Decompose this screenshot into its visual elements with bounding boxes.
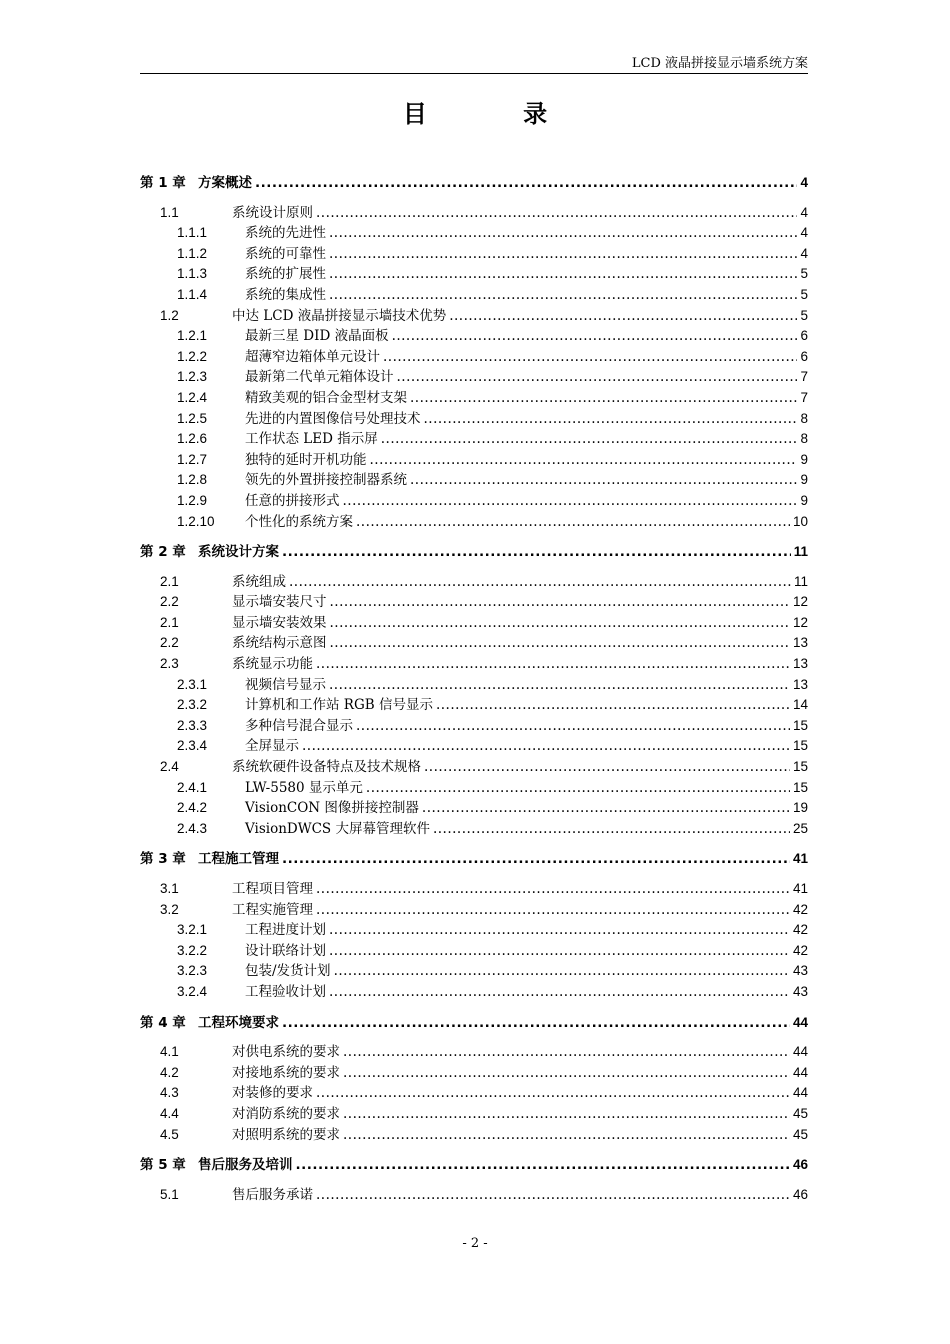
toc-entry-number: 第 4 章 xyxy=(140,1014,186,1031)
page-number: - 2 - xyxy=(462,1236,488,1251)
toc-entry-title: 全屏显示 xyxy=(245,738,299,755)
toc-entry-title: 工程验收计划 xyxy=(245,983,326,1000)
dot-leader xyxy=(366,778,790,799)
toc-entry-number: 2.4.3 xyxy=(177,820,208,836)
toc-entry[interactable] xyxy=(140,347,808,368)
toc-entry-title: 工程环境要求 xyxy=(198,1014,279,1031)
toc-entry-page: 15 xyxy=(792,738,808,754)
toc-entry-page: 13 xyxy=(792,676,808,692)
toc-entry-number: 4.4 xyxy=(160,1105,179,1121)
toc-entry-number: 1.2.4 xyxy=(177,389,208,405)
dot-leader xyxy=(329,982,790,1003)
toc-entry-title: 领先的外置拼接控制器系统 xyxy=(245,472,407,489)
toc-entry-page: 15 xyxy=(792,779,808,795)
toc-entry-page: 44 xyxy=(792,1064,808,1080)
toc-entry-page: 15 xyxy=(792,759,808,775)
toc-entry-page: 44 xyxy=(792,1044,808,1060)
toc-entry[interactable] xyxy=(140,223,808,244)
dot-leader xyxy=(316,1185,790,1206)
toc-entry-page: 42 xyxy=(792,922,808,938)
toc-entry[interactable] xyxy=(140,757,808,778)
toc-entry[interactable] xyxy=(140,798,808,819)
toc-entry[interactable] xyxy=(140,264,808,285)
toc-entry-title: 中达 LCD 液晶拼接显示墙技术优势 xyxy=(232,307,447,324)
toc-entry-title: 系统的集成性 xyxy=(245,286,326,303)
toc-entry-title: 对照明系统的要求 xyxy=(232,1126,340,1143)
toc-entry-title: 系统组成 xyxy=(232,573,286,590)
toc-entry-title: 工程施工管理 xyxy=(198,851,279,868)
toc-entry-number: 4.2 xyxy=(160,1064,179,1080)
toc-chapter-entry[interactable] xyxy=(140,542,808,563)
toc-entry-number: 2.1 xyxy=(160,614,179,630)
toc-entry-page: 5 xyxy=(800,307,808,323)
toc-entry-page: 46 xyxy=(792,1186,808,1202)
toc-entry-page: 6 xyxy=(800,348,808,364)
toc-entry[interactable] xyxy=(140,285,808,306)
toc-entry[interactable] xyxy=(140,572,808,593)
toc-entry-title: 系统设计原则 xyxy=(232,204,313,221)
dot-leader xyxy=(316,879,790,900)
toc-entry-title: 售后服务及培训 xyxy=(198,1157,293,1174)
dot-leader xyxy=(410,388,797,409)
toc-entry-title: 对接地系统的要求 xyxy=(232,1064,340,1081)
section-gap xyxy=(140,1003,808,1012)
toc-entry-number: 2.2 xyxy=(160,594,179,610)
dot-leader xyxy=(316,203,797,224)
toc-entry-page: 44 xyxy=(792,1014,808,1030)
toc-entry-title: 计算机和工作站 RGB 信号显示 xyxy=(245,697,433,714)
toc-entry-page: 5 xyxy=(800,286,808,302)
dot-leader xyxy=(329,264,797,285)
toc-title: 目 录 xyxy=(402,100,592,128)
toc-entry-number: 1.1 xyxy=(160,204,179,220)
toc-entry-page: 5 xyxy=(800,266,808,282)
toc-entry-title: 系统的先进性 xyxy=(245,225,326,242)
toc-entry-title: 系统显示功能 xyxy=(232,656,313,673)
toc-entry-number: 4.3 xyxy=(160,1085,179,1101)
toc-entry-number: 1.2 xyxy=(160,307,179,323)
toc-entry[interactable] xyxy=(140,654,808,675)
toc-entry-page: 4 xyxy=(800,204,808,220)
toc-entry-page: 11 xyxy=(793,573,808,589)
toc-entry-title: 系统软硬件设备特点及技术规格 xyxy=(232,759,421,776)
toc-entry[interactable] xyxy=(140,920,808,941)
toc-entry[interactable] xyxy=(140,1104,808,1125)
toc-entry-page: 6 xyxy=(800,328,808,344)
toc-entry-title: 工程项目管理 xyxy=(232,881,313,897)
toc-entry[interactable] xyxy=(140,1083,808,1104)
toc-entry-number: 3.2.3 xyxy=(177,963,208,979)
toc-entry-page: 42 xyxy=(792,901,808,917)
toc-entry-title: 超薄窄边箱体单元设计 xyxy=(245,348,380,365)
toc-entry[interactable] xyxy=(140,941,808,962)
toc-entry-title: VisionDWCS 大屏幕管理软件 xyxy=(245,820,430,837)
toc-entry-number: 2.2 xyxy=(160,635,179,651)
toc-entry-number: 1.2.7 xyxy=(177,451,208,467)
toc-entry-page: 42 xyxy=(792,942,808,958)
toc-entry-number: 1.2.3 xyxy=(177,369,208,385)
toc-entry[interactable] xyxy=(140,512,808,533)
toc-entry[interactable] xyxy=(140,716,808,737)
toc-entry[interactable] xyxy=(140,409,808,430)
toc-entry-page: 9 xyxy=(800,492,808,508)
toc-entry[interactable] xyxy=(140,306,808,327)
toc-entry-page: 25 xyxy=(792,820,808,836)
toc-entry-page: 43 xyxy=(792,983,808,999)
dot-leader xyxy=(343,1104,790,1125)
toc-entry-number: 1.2.8 xyxy=(177,472,208,488)
toc-entry-title: 先进的内置图像信号处理技术 xyxy=(245,410,421,427)
toc-entry[interactable] xyxy=(140,388,808,409)
toc-entry-page: 15 xyxy=(792,717,808,733)
toc-entry-number: 1.2.10 xyxy=(177,513,215,529)
dot-leader xyxy=(329,941,790,962)
toc-entry-number: 1.1.2 xyxy=(177,245,208,261)
toc-entry[interactable] xyxy=(140,879,808,900)
toc-entry-title: 对供电系统的要求 xyxy=(232,1044,340,1061)
toc-entry[interactable] xyxy=(140,900,808,921)
toc-entry[interactable] xyxy=(140,1125,808,1146)
toc-entry-title: 设计联络计划 xyxy=(245,942,326,959)
toc-entry-number: 3.2 xyxy=(160,901,179,917)
dot-leader xyxy=(334,961,790,982)
toc-entry-title: 工程进度计划 xyxy=(245,922,326,939)
toc-entry[interactable] xyxy=(140,961,808,982)
dot-leader xyxy=(370,450,798,471)
toc-entry-number: 1.1.4 xyxy=(177,286,208,302)
dot-leader xyxy=(383,347,797,368)
toc-entry-number: 第 1 章 xyxy=(140,175,186,191)
toc-entry[interactable] xyxy=(140,778,808,799)
toc-entry[interactable] xyxy=(140,675,808,696)
toc-entry-page: 8 xyxy=(800,431,808,447)
dot-leader xyxy=(330,613,790,634)
toc-entry-number: 2.4.1 xyxy=(177,779,208,795)
toc-entry-page: 9 xyxy=(800,472,808,488)
toc-chapter-entry[interactable] xyxy=(140,1155,808,1176)
dot-leader xyxy=(329,223,797,244)
toc-entry-page: 10 xyxy=(792,513,808,529)
dot-leader xyxy=(356,716,790,737)
toc-entry-number: 3.2.1 xyxy=(177,922,208,938)
dot-leader xyxy=(330,633,790,654)
toc-chapter-entry[interactable] xyxy=(140,849,808,870)
toc-entry-number: 1.2.1 xyxy=(177,328,208,344)
dot-leader xyxy=(330,592,790,613)
table-of-contents xyxy=(140,172,808,1205)
toc-chapter-entry[interactable] xyxy=(140,173,808,194)
toc-entry-title: 独特的延时开机功能 xyxy=(245,451,367,468)
toc-entry-title: 视频信号显示 xyxy=(245,676,326,693)
toc-entry-title: VisionCON 图像拼接控制器 xyxy=(245,800,419,817)
toc-entry-number: 1.2.6 xyxy=(177,431,208,447)
toc-entry-page: 8 xyxy=(800,410,808,426)
toc-entry[interactable] xyxy=(140,736,808,757)
dot-leader xyxy=(449,306,797,327)
toc-entry-number: 第 2 章 xyxy=(140,544,186,561)
toc-entry-title: 系统的可靠性 xyxy=(245,245,326,262)
toc-entry-number: 2.3.1 xyxy=(177,676,208,692)
toc-entry-number: 2.3.3 xyxy=(177,717,208,733)
toc-entry-page: 46 xyxy=(792,1157,808,1173)
toc-entry-number: 2.3 xyxy=(160,656,179,672)
toc-entry[interactable] xyxy=(140,491,808,512)
dot-leader xyxy=(343,1063,790,1084)
dot-leader xyxy=(329,920,790,941)
toc-entry-number: 第 3 章 xyxy=(140,851,186,868)
toc-entry[interactable] xyxy=(140,429,808,450)
toc-entry-number: 3.2.2 xyxy=(177,942,208,958)
toc-entry[interactable] xyxy=(140,695,808,716)
toc-entry-page: 43 xyxy=(792,963,808,979)
toc-entry-title: 显示墙安装尺寸 xyxy=(232,594,327,611)
toc-entry-title: 个性化的系统方案 xyxy=(245,513,353,530)
toc-entry-page: 41 xyxy=(792,851,808,867)
toc-entry-title: 精致美观的铝合金型材支架 xyxy=(245,389,407,406)
toc-entry[interactable] xyxy=(140,819,808,840)
dot-leader xyxy=(282,1013,790,1034)
toc-entry-number: 5.1 xyxy=(160,1186,179,1202)
toc-entry-number: 1.2.5 xyxy=(177,410,208,426)
running-header xyxy=(140,55,808,74)
toc-entry-number: 1.2.2 xyxy=(177,348,208,364)
toc-entry-page: 12 xyxy=(792,594,808,610)
toc-entry-number: 1.1.1 xyxy=(177,225,208,241)
toc-entry-title: 最新第二代单元箱体设计 xyxy=(245,369,394,386)
toc-entry[interactable] xyxy=(140,982,808,1003)
toc-entry-page: 13 xyxy=(792,656,808,672)
toc-entry-title: 方案概述 xyxy=(198,175,252,191)
dot-leader xyxy=(424,409,798,430)
dot-leader xyxy=(410,470,797,491)
dot-leader xyxy=(397,367,798,388)
toc-entry-number: 2.4.2 xyxy=(177,800,208,816)
toc-entry-title: 对装修的要求 xyxy=(232,1085,313,1102)
toc-entry-number: 4.5 xyxy=(160,1126,179,1142)
dot-leader xyxy=(436,695,790,716)
toc-entry-page: 19 xyxy=(792,800,808,816)
toc-entry-title: 任意的拼接形式 xyxy=(245,492,340,509)
toc-entry-number: 4.1 xyxy=(160,1044,179,1060)
dot-leader xyxy=(424,757,790,778)
toc-entry-number: 2.3.2 xyxy=(177,697,208,713)
toc-entry-page: 45 xyxy=(792,1126,808,1142)
toc-entry[interactable] xyxy=(140,633,808,654)
toc-entry[interactable] xyxy=(140,203,808,224)
dot-leader xyxy=(343,491,798,512)
toc-entry[interactable] xyxy=(140,367,808,388)
toc-entry-number: 3.2.4 xyxy=(177,983,208,999)
toc-entry-page: 7 xyxy=(800,389,808,405)
toc-entry-number: 第 5 章 xyxy=(140,1157,186,1174)
toc-entry-title: 包装/发货计划 xyxy=(245,963,331,980)
toc-entry-title: 最新三星 DID 液晶面板 xyxy=(245,328,389,345)
dot-leader xyxy=(356,512,790,533)
toc-entry-page: 9 xyxy=(800,451,808,467)
toc-entry[interactable] xyxy=(140,470,808,491)
toc-entry-title: 系统的扩展性 xyxy=(245,266,326,283)
dot-leader xyxy=(343,1042,790,1063)
toc-entry[interactable] xyxy=(140,244,808,265)
dot-leader xyxy=(329,244,797,265)
toc-entry-title: 工作状态 LED 指示屏 xyxy=(245,431,378,448)
dot-leader xyxy=(316,900,790,921)
toc-entry-number: 3.1 xyxy=(160,881,179,896)
dot-leader xyxy=(282,542,791,563)
toc-entry[interactable] xyxy=(140,1063,808,1084)
toc-entry-title: LW-5580 显示单元 xyxy=(245,779,363,796)
toc-entry-page: 45 xyxy=(792,1105,808,1121)
toc-entry[interactable] xyxy=(140,1185,808,1206)
toc-entry[interactable] xyxy=(140,1042,808,1063)
toc-entry-page: 14 xyxy=(792,697,808,713)
toc-entry-number: 1.2.9 xyxy=(177,492,208,508)
dot-leader xyxy=(302,736,790,757)
dot-leader xyxy=(329,675,790,696)
section-gap xyxy=(140,1145,808,1154)
dot-leader xyxy=(392,326,798,347)
dot-leader xyxy=(329,285,797,306)
dot-leader xyxy=(296,1155,790,1176)
dot-leader xyxy=(289,572,791,593)
toc-entry-page: 11 xyxy=(793,544,808,560)
toc-entry-number: 1.1.3 xyxy=(177,266,208,282)
header-title: LCD 液晶拼接显示墙系统方案 xyxy=(631,56,808,71)
toc-chapter-entry[interactable] xyxy=(140,1013,808,1034)
dot-leader xyxy=(282,849,790,870)
toc-entry-title: 工程实施管理 xyxy=(232,901,313,918)
dot-leader xyxy=(433,819,790,840)
toc-entry-title: 系统设计方案 xyxy=(198,544,279,561)
toc-entry-title: 对消防系统的要求 xyxy=(232,1105,340,1122)
dot-leader xyxy=(343,1125,790,1146)
section-gap xyxy=(140,532,808,541)
toc-entry-page: 4 xyxy=(800,175,808,190)
toc-entry-page: 12 xyxy=(792,614,808,630)
toc-entry[interactable] xyxy=(140,326,808,347)
toc-entry-number: 2.3.4 xyxy=(177,738,208,754)
toc-entry-page: 4 xyxy=(800,225,808,241)
toc-entry-number: 2.1 xyxy=(160,573,179,589)
toc-entry[interactable] xyxy=(140,592,808,613)
toc-entry-title: 多种信号混合显示 xyxy=(245,717,353,734)
section-gap xyxy=(140,839,808,848)
toc-entry-page: 13 xyxy=(792,635,808,651)
toc-entry-title: 系统结构示意图 xyxy=(232,635,327,652)
dot-leader xyxy=(255,173,797,194)
toc-entry-page: 44 xyxy=(792,1085,808,1101)
toc-entry-page: 41 xyxy=(792,881,808,896)
toc-entry-page: 7 xyxy=(800,369,808,385)
toc-entry-title: 显示墙安装效果 xyxy=(232,614,327,631)
dot-leader xyxy=(316,1083,790,1104)
toc-entry-page: 4 xyxy=(800,245,808,261)
dot-leader xyxy=(381,429,798,450)
toc-entry-number: 2.4 xyxy=(160,759,179,775)
dot-leader xyxy=(422,798,790,819)
toc-entry[interactable] xyxy=(140,450,808,471)
toc-entry-title: 售后服务承诺 xyxy=(232,1186,313,1203)
dot-leader xyxy=(316,654,790,675)
toc-entry[interactable] xyxy=(140,613,808,634)
